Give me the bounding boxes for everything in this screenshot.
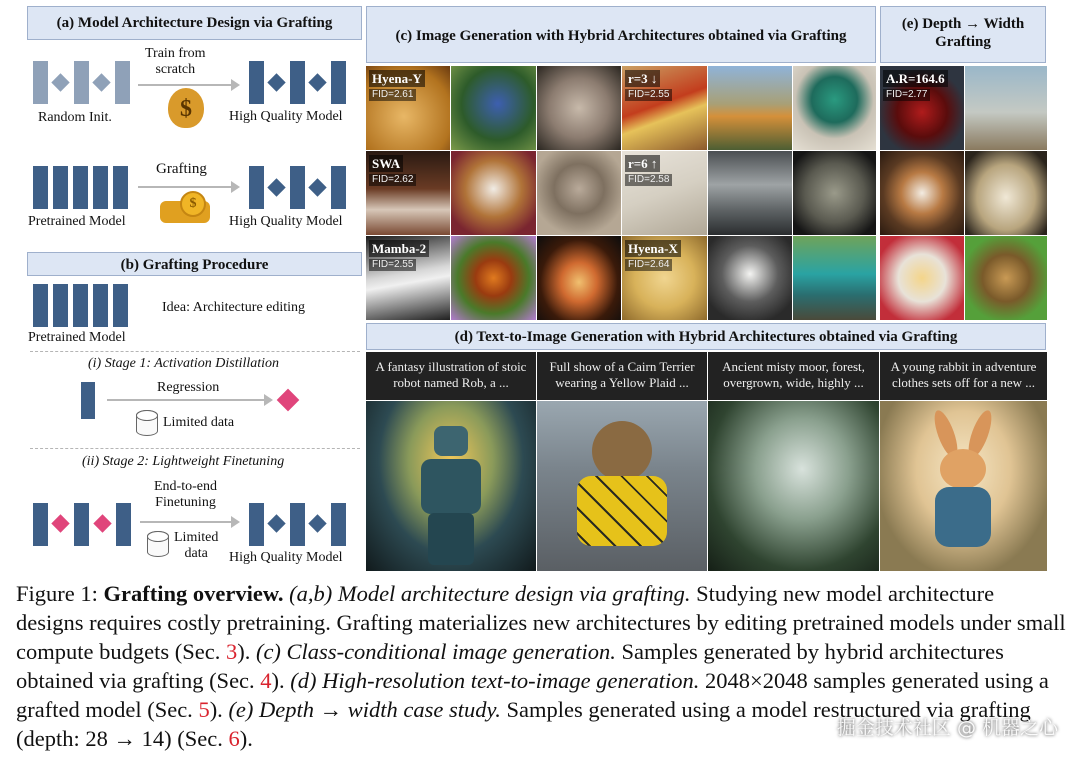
caption-text: ).	[237, 639, 256, 664]
tile-label: Mamba-2	[369, 240, 429, 257]
rabbit-head	[940, 449, 986, 489]
sample-dessert	[366, 151, 450, 235]
hq-model-2-label: High Quality Model	[229, 214, 343, 229]
tile-fid: FID=2.55	[625, 89, 672, 101]
t2i-moor	[708, 401, 879, 571]
sample-bird	[451, 66, 536, 150]
tile-fid: FID=2.77	[883, 89, 930, 101]
stage1-block	[81, 382, 95, 419]
tile-label: Hyena-Y	[369, 70, 425, 87]
database-icon-2	[147, 531, 169, 557]
terrier-head	[592, 421, 652, 481]
caption-text: Samples generated by hybrid architectures obtained via grafting (Sec.	[16, 639, 1004, 693]
prompt-moor: Ancient misty moor, forest, overgrown, wide, highly ...	[708, 352, 879, 400]
limited-data-1-label: Limited data	[163, 415, 235, 430]
regression-label: Regression	[157, 380, 220, 395]
caption-ref-link[interactable]: 6	[228, 726, 240, 751]
caption-fig: Figure 1:	[16, 581, 104, 606]
panel-a-title: (a) Model Architecture Design via Grafting	[27, 6, 362, 40]
divider-1	[30, 351, 360, 352]
tile-label: r=3 ↓	[625, 70, 660, 87]
sample-pillow	[880, 236, 964, 320]
sample-tent	[708, 66, 792, 150]
tile-label: Hyena-X	[625, 240, 681, 257]
divider-2	[30, 448, 360, 449]
sample-coffee	[880, 151, 964, 235]
caption-text: ).	[209, 697, 229, 722]
rabbit-body	[935, 487, 991, 547]
pretrained-model-b-label: Pretrained Model	[28, 330, 126, 345]
caption-text: 2048×2048 samples generated using a grafted model (Sec.	[16, 668, 1049, 722]
prompt-rabbit: A young rabbit in adventure clothes sets off for a new ...	[880, 352, 1047, 400]
sample-motorcycle	[880, 66, 964, 150]
caption-text: ).	[271, 668, 291, 693]
finetune-label: End-to-end Finetuning	[154, 479, 217, 510]
caption-italic: (d) High-resolution text-to-image generation.	[290, 668, 700, 693]
t2i-robot	[366, 401, 536, 571]
sample-mushroom	[537, 66, 621, 150]
sample-hotdog	[622, 66, 707, 150]
stage1-target-diamond	[277, 389, 300, 412]
grafting-arrow	[138, 186, 238, 188]
terrier-coat	[577, 476, 667, 546]
caption-ref-link[interactable]: 3	[225, 639, 238, 664]
sample-husky	[708, 236, 792, 320]
stage1-label: (i) Stage 1: Activation Distillation	[88, 356, 280, 371]
tile-label: SWA	[369, 155, 403, 172]
stage2-label: (ii) Stage 2: Lightweight Finetuning	[82, 454, 285, 469]
idea-label: Idea: Architecture editing	[162, 300, 306, 315]
panel-c-title: (c) Image Generation with Hybrid Architectures obtained via Grafting	[366, 6, 876, 63]
pretrained-model-a-label: Pretrained Model	[28, 214, 126, 229]
watermark: 掘金技术社区 @ 机器之心	[836, 717, 1058, 739]
sample-car	[708, 151, 792, 235]
caption-italic: (e) Depth → width case study.	[228, 697, 501, 722]
prompt-terrier: Full show of a Cairn Terrier wearing a Yellow Plaid ...	[537, 352, 707, 400]
money-bag-icon: $	[168, 88, 204, 128]
tile-label: r=6 ↑	[625, 155, 660, 172]
tile-label: A.R=164.6	[883, 70, 948, 87]
random-init-label: Random Init.	[38, 110, 112, 125]
finetune-arrow	[140, 521, 238, 523]
database-icon	[136, 410, 158, 436]
tile-fid: FID=2.64	[625, 259, 672, 271]
sample-fan	[793, 66, 876, 150]
robot-legs	[428, 513, 474, 565]
regression-arrow	[107, 399, 271, 401]
caption-text: ).	[239, 726, 253, 751]
grafting-label: Grafting	[156, 161, 207, 177]
sample-beagle	[451, 151, 536, 235]
caption-italic: (a,b) Model architecture design via grafting.	[289, 581, 691, 606]
sample-shorebird	[965, 66, 1047, 150]
sample-chair	[622, 151, 707, 235]
sample-cat	[793, 151, 876, 235]
tile-fid: FID=2.58	[625, 174, 672, 186]
caption-bold: Grafting overview.	[103, 581, 284, 606]
caption-ref-link[interactable]: 5	[198, 697, 210, 722]
coins-icon: $	[160, 191, 210, 223]
caption-text: Samples generated using a model restructured via grafting (depth: 28 → 14) (Sec.	[16, 697, 1031, 751]
sample-butterfly	[451, 236, 536, 320]
caption-text: Studying new model architecture designs requires costly pretraining. Grafting materializes new architectures by editing pretrained models under small compute budgets (Sec.	[16, 581, 1066, 664]
sample-moth	[965, 236, 1047, 320]
sample-truck	[793, 236, 876, 320]
robot-head	[434, 426, 468, 456]
stage2-hq-label: High Quality Model	[229, 550, 343, 565]
caption-italic: (c) Class-conditional image generation.	[255, 639, 616, 664]
t2i-rabbit	[880, 401, 1047, 571]
t2i-terrier	[537, 401, 707, 571]
sample-partridge	[537, 151, 621, 235]
sample-mirror	[537, 236, 621, 320]
tile-fid: FID=2.61	[369, 89, 416, 101]
caption-ref-link[interactable]: 4	[260, 668, 272, 693]
prompt-robot: A fantasy illustration of stoic robot named Rob, a ...	[366, 352, 536, 400]
sample-pasta	[622, 236, 707, 320]
train-arrow	[138, 84, 238, 86]
sample-vase	[965, 151, 1047, 235]
hq-model-1-label: High Quality Model	[229, 109, 343, 124]
robot-body	[421, 459, 481, 514]
limited-data-2-label: Limited data	[174, 530, 219, 561]
panel-b-title: (b) Grafting Procedure	[27, 252, 362, 276]
train-from-scratch-label: Train from scratch	[145, 46, 206, 77]
tile-fid: FID=2.55	[369, 259, 416, 271]
sample-bread	[366, 66, 450, 150]
sample-train	[366, 236, 450, 320]
panel-e-title: (e) Depth → Width Grafting	[880, 6, 1046, 63]
tile-fid: FID=2.62	[369, 174, 416, 186]
panel-d-title: (d) Text-to-Image Generation with Hybrid Architectures obtained via Grafting	[366, 323, 1046, 350]
